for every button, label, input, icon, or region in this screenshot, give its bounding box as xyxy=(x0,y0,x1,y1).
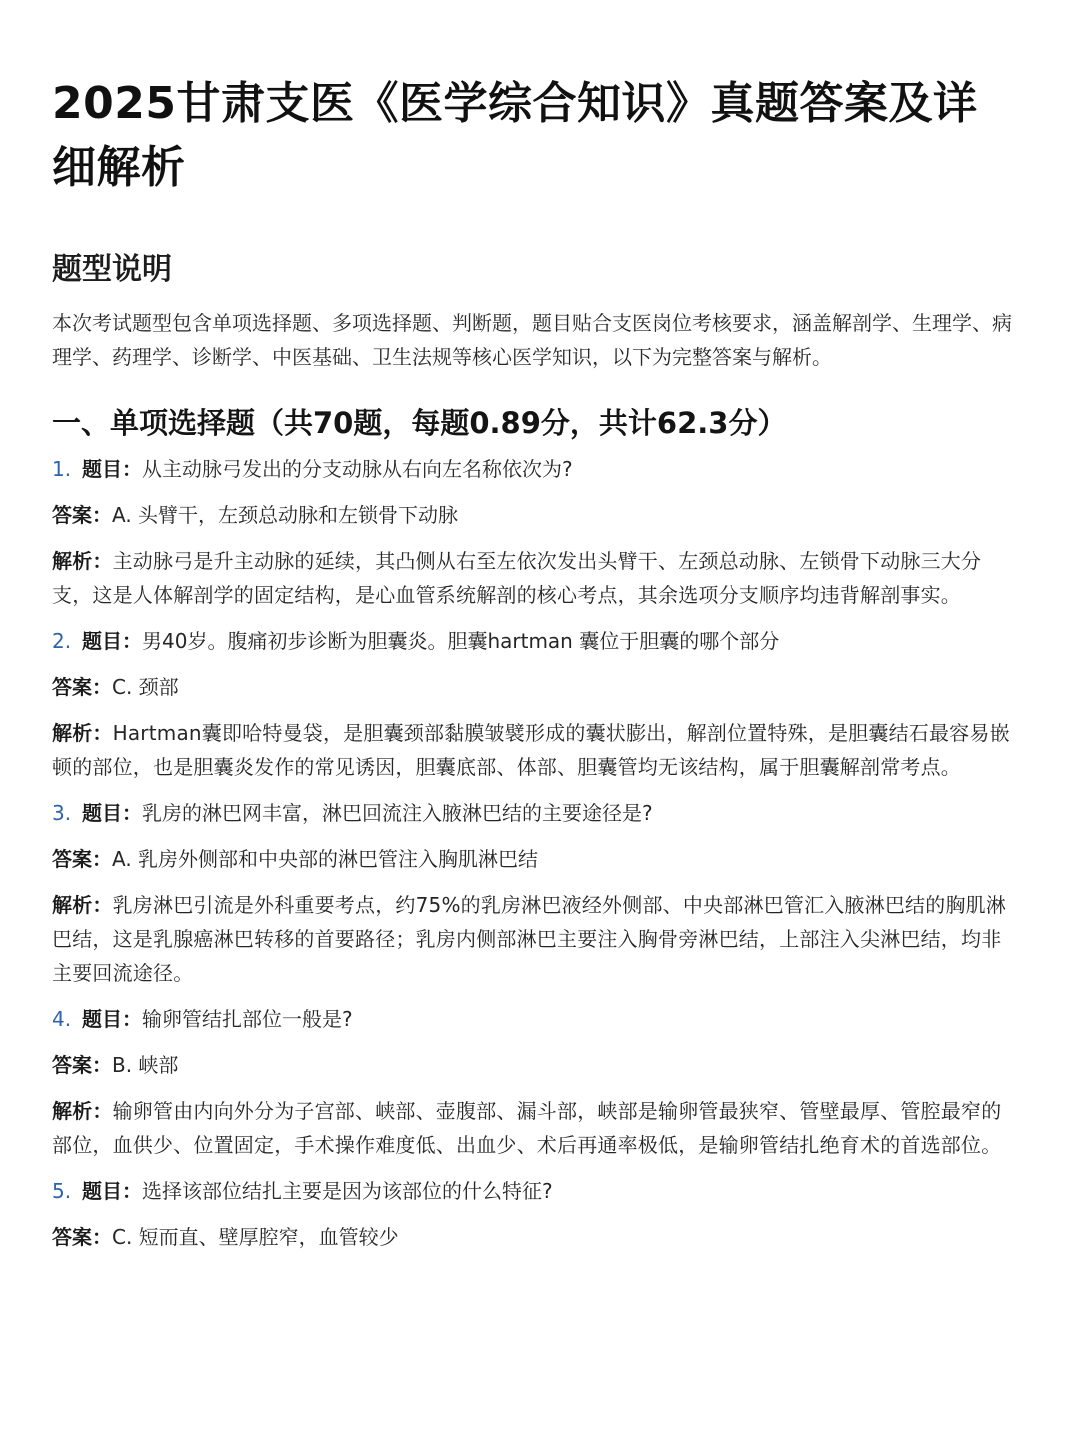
question-line xyxy=(52,796,1020,830)
analysis-label: 解析： xyxy=(52,1099,113,1123)
question-text: 男40岁。腹痛初步诊断为胆囊炎。胆囊hartman 囊位于胆囊的哪个部分 xyxy=(142,629,780,653)
intro-paragraph: 本次考试题型包含单项选择题、多项选择题、判断题，题目贴合支医岗位考核要求，涵盖解剖学、生理学、病理学、药理学、诊断学、中医基础、卫生法规等核心医学知识，以下为完整答案与解析。 xyxy=(52,311,1012,369)
analysis-paragraph xyxy=(52,716,1020,784)
analysis-text: 输卵管由内向外分为子宫部、峡部、壶腹部、漏斗部，峡部是输卵管最狭窄、管壁最厚、管腔最窄的部位，血供少、位置固定，手术操作难度低、出血少、术后再通率极低，是输卵管结扎绝育术的首选部位。 xyxy=(52,1099,1002,1157)
analysis-label: 解析： xyxy=(52,721,113,745)
answer-line xyxy=(52,498,1020,532)
question-item xyxy=(52,796,1020,990)
question-item xyxy=(52,624,1020,784)
answer-label: 答案： xyxy=(52,1053,112,1077)
answer-line xyxy=(52,1220,1020,1254)
question-label: 题目： xyxy=(82,1007,142,1031)
answer-label: 答案： xyxy=(52,675,112,699)
answer-label: 答案： xyxy=(52,1225,112,1249)
question-label: 题目： xyxy=(82,1179,142,1203)
single-choice-heading: 一、单项选择题（共70题，每题0.89分，共计62.3分） xyxy=(52,406,787,440)
question-number: 1. xyxy=(52,457,72,481)
question-text: 输卵管结扎部位一般是? xyxy=(142,1007,353,1031)
question-number: 4. xyxy=(52,1007,72,1031)
question-text: 乳房的淋巴网丰富，淋巴回流注入腋淋巴结的主要途径是? xyxy=(142,801,653,825)
question-line xyxy=(52,1002,1020,1036)
analysis-text: 乳房淋巴引流是外科重要考点，约75%的乳房淋巴液经外侧部、中央部淋巴管汇入腋淋巴结的胸肌淋巴结，这是乳腺癌淋巴转移的首要路径；乳房内侧部淋巴主要注入胸骨旁淋巴结，上部注入尖淋巴结，均非主要回流途径。 xyxy=(52,893,1007,985)
question-item xyxy=(52,1174,1020,1254)
answer-line xyxy=(52,1048,1020,1082)
question-list xyxy=(52,452,1020,1254)
analysis-text: Hartman囊即哈特曼袋，是胆囊颈部黏膜皱襞形成的囊状膨出，解剖位置特殊，是胆囊结石最容易嵌顿的部位，也是胆囊炎发作的常见诱因，胆囊底部、体部、胆囊管均无该结构，属于胆囊解剖常考点。 xyxy=(52,721,1010,779)
question-number: 3. xyxy=(52,801,72,825)
answer-text: C. 颈部 xyxy=(112,675,179,699)
analysis-paragraph xyxy=(52,544,1020,612)
question-item xyxy=(52,1002,1020,1162)
document-title: 2025甘肃支医《医学综合知识》真题答案及详细解析 xyxy=(52,78,978,193)
analysis-label: 解析： xyxy=(52,549,113,573)
answer-label: 答案： xyxy=(52,503,112,527)
question-item xyxy=(52,452,1020,612)
answer-label: 答案： xyxy=(52,847,112,871)
question-line xyxy=(52,1174,1020,1208)
answer-text: C. 短而直、壁厚腔窄，血管较少 xyxy=(112,1225,399,1249)
answer-text: B. 峡部 xyxy=(112,1053,179,1077)
analysis-text: 主动脉弓是升主动脉的延续，其凸侧从右至左依次发出头臂干、左颈总动脉、左锁骨下动脉三大分支，这是人体解剖学的固定结构，是心血管系统解剖的核心考点，其余选项分支顺序均违背解剖事实。 xyxy=(52,549,982,607)
question-line xyxy=(52,452,1020,486)
analysis-paragraph xyxy=(52,1094,1020,1162)
question-label: 题目： xyxy=(82,457,142,481)
answer-text: A. 乳房外侧部和中央部的淋巴管注入胸肌淋巴结 xyxy=(112,847,539,871)
analysis-paragraph xyxy=(52,888,1020,990)
analysis-label: 解析： xyxy=(52,893,113,917)
question-number: 2. xyxy=(52,629,72,653)
question-label: 题目： xyxy=(82,629,142,653)
question-text: 从主动脉弓发出的分支动脉从右向左名称依次为? xyxy=(142,457,573,481)
question-label: 题目： xyxy=(82,801,142,825)
answer-text: A. 头臂干，左颈总动脉和左锁骨下动脉 xyxy=(112,503,459,527)
question-text: 选择该部位结扎主要是因为该部位的什么特征? xyxy=(142,1179,553,1203)
answer-line xyxy=(52,842,1020,876)
question-number: 5. xyxy=(52,1179,72,1203)
answer-line xyxy=(52,670,1020,704)
question-line xyxy=(52,624,1020,658)
intro-heading: 题型说明 xyxy=(52,252,172,287)
